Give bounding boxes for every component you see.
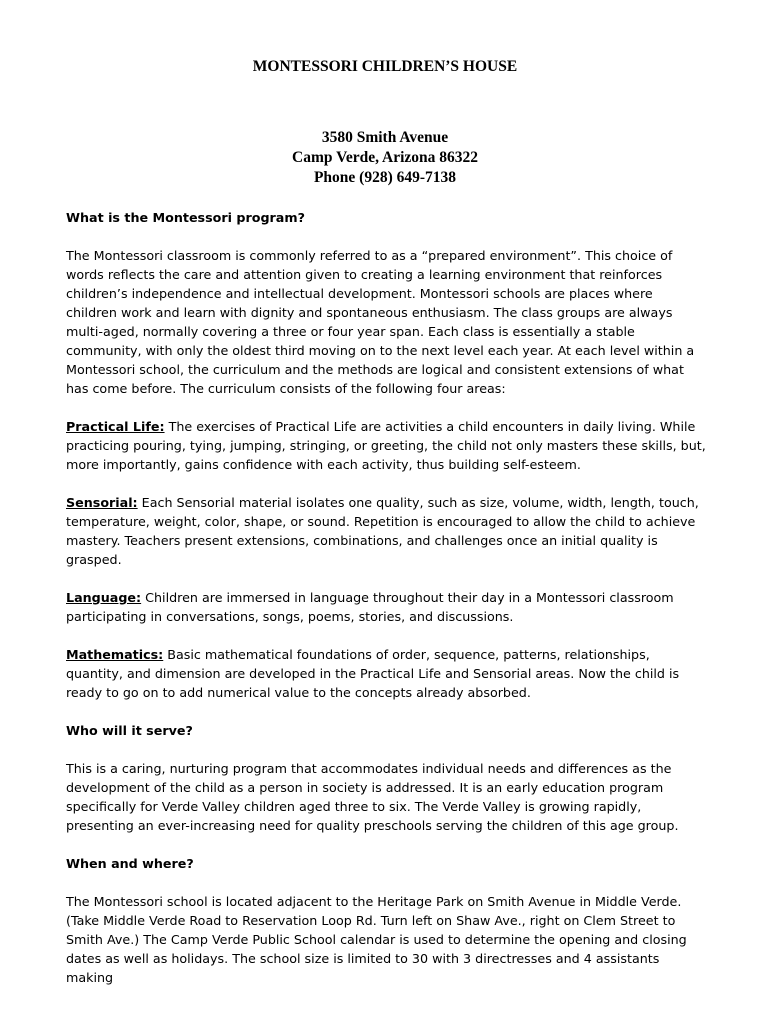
area-text: The exercises of Practical Life are activities a child encounters in daily living. While practicing pouring, tying, jumping, stringing, or greeting, the child not only masters these skills, but, more importantly, gains confidence with each activity, thus building self-esteem. xyxy=(66,419,706,472)
phone-number: Phone (928) 649-7138 xyxy=(313,169,457,186)
area-sensorial xyxy=(66,493,706,569)
document-title: MONTESSORI CHILDREN’S HOUSE xyxy=(252,58,518,75)
where-paragraph: The Montessori school is located adjacent to the Heritage Park on Smith Avenue in Middle Verde. (Take Middle Verde Road to Reservation Loop Rd. Turn left on Shaw Ave., right on Clem Street to Smith Ave.) The Camp Verde Public School calendar is used to determine the opening and closing dates as well as holidays. The school size is limited to 30 with 3 directresses and 4 assistants making xyxy=(66,894,687,985)
section-heading-program: What is the Montessori program? xyxy=(66,210,305,225)
area-text: Each Sensorial material isolates one quality, such as size, volume, width, length, touch, temperature, weight, color, shape, or sound. Repetition is encouraged to allow the child to achieve mastery. Teachers present extensions, combinations, and challenges once an initial quality is grasped. xyxy=(66,495,699,567)
address-block xyxy=(0,128,770,188)
area-text: Basic mathematical foundations of order, sequence, patterns, relationships, quantity, and dimension are developed in the Practical Life and Sensorial areas. Now the child is ready to go on to add numerical value to the concepts already absorbed. xyxy=(66,647,680,700)
section-heading-serve: Who will it serve? xyxy=(66,723,193,738)
area-mathematics xyxy=(66,645,706,702)
section-heading-where: When and where? xyxy=(66,856,194,871)
city-state-zip: Camp Verde, Arizona 86322 xyxy=(292,149,478,166)
area-language xyxy=(66,588,706,626)
area-label: Sensorial: xyxy=(66,495,138,510)
area-label: Language: xyxy=(66,590,142,605)
program-intro-paragraph: The Montessori classroom is commonly referred to as a “prepared environment”. This choice of words reflects the care and attention given to creating a learning environment that reinforces children’s independence and intellectual development. Montessori schools are places where children work and learn with dignity and spontaneous enthusiasm. The class groups are always multi-aged, normally covering a three or four year span. Each class is essentially a stable community, with only the oldest third moving on to the next level each year. At each level within a Montessori school, the curriculum and the methods are logical and consistent extensions of what has come before. The curriculum consists of the following four areas: xyxy=(66,248,695,396)
area-label: Practical Life: xyxy=(66,419,165,434)
area-text: Children are immersed in language throughout their day in a Montessori classroom participating in conversations, songs, poems, stories, and discussions. xyxy=(66,590,674,624)
serve-paragraph: This is a caring, nurturing program that accommodates individual needs and differences as the development of the child as a person in society is addressed. It is an early education program specifically for Verde Valley children aged three to six. The Verde Valley is growing rapidly, presenting an ever-increasing need for quality preschools serving the children of this age group. xyxy=(66,761,679,833)
street-address: 3580 Smith Avenue xyxy=(321,129,449,146)
area-label: Mathematics: xyxy=(66,647,164,662)
area-practical-life xyxy=(66,417,706,474)
document-body xyxy=(66,208,706,1006)
